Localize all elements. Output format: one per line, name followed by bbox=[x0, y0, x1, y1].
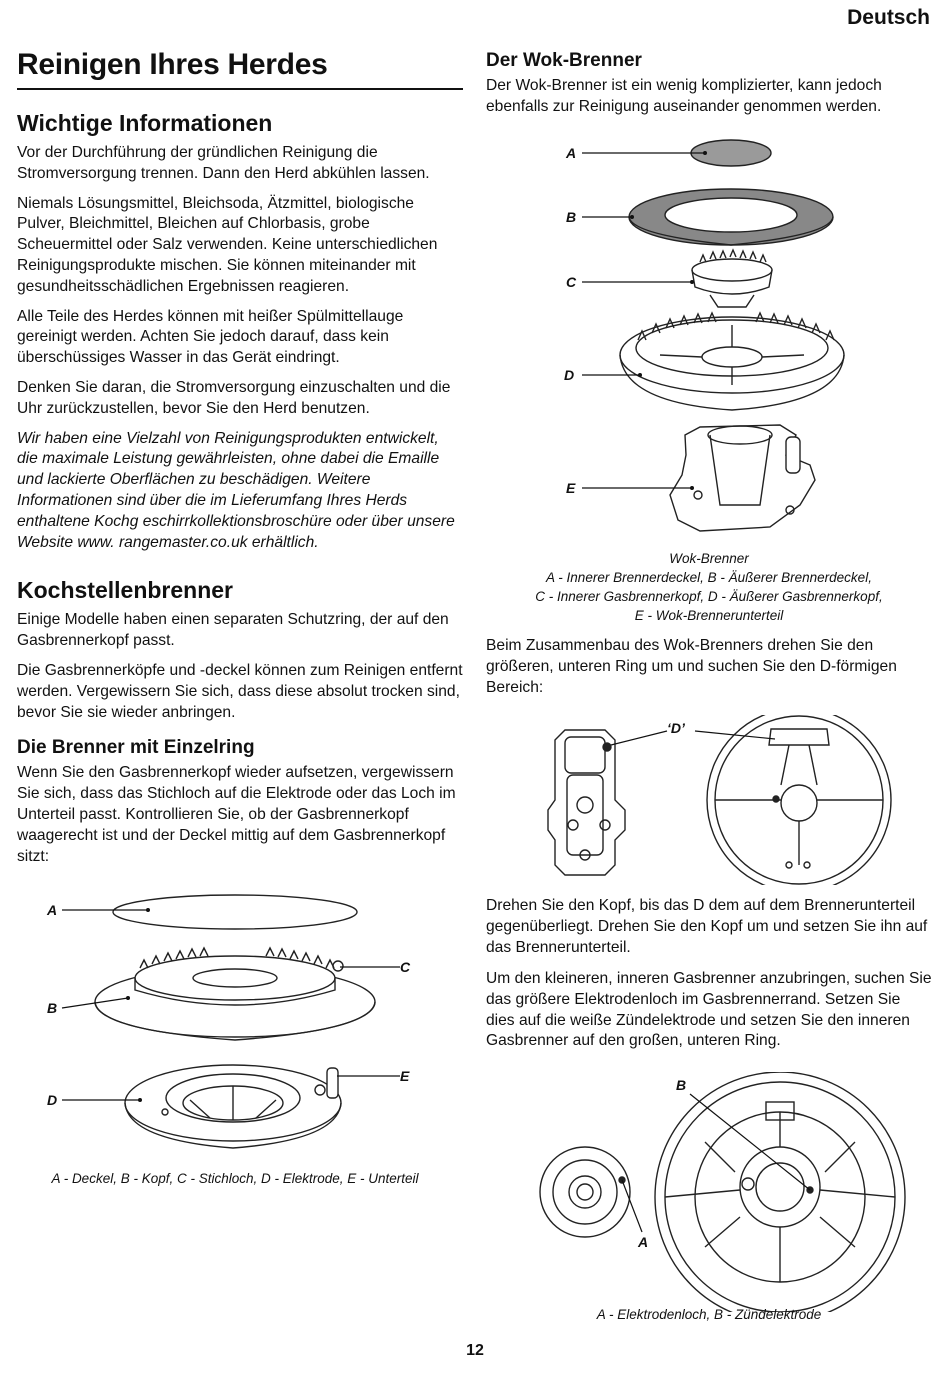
label-a: A bbox=[47, 902, 58, 918]
heading-hob-burners: Kochstellenbrenner bbox=[17, 577, 233, 604]
left-column bbox=[17, 48, 463, 876]
single-ring-burner-diagram bbox=[40, 890, 440, 1160]
label-a: A bbox=[638, 1234, 649, 1250]
page-title: Reinigen Ihres Herdes bbox=[17, 48, 463, 90]
label-a: A bbox=[566, 145, 577, 161]
figure-caption-wok: Wok-Brenner A - Innerer Brennerdeckel, B - Äußerer Brennerdeckel, C - Innerer Gasbrennerkopf, D - Äußerer Gasbrennerkopf, E - Wok-Brennerunterteil bbox=[535, 551, 883, 623]
language-label: Deutsch bbox=[847, 6, 930, 29]
paragraph: Einige Modelle haben einen separaten Schutzring, der auf den Gasbrennerkopf passt. bbox=[17, 611, 449, 650]
paragraph: Drehen Sie den Kopf, bis das D dem auf dem Brennerunterteil gegenüberliegt. Drehen Sie den Kopf um und setzen Sie ihn auf das Brennerunterteil. bbox=[486, 897, 928, 956]
heading-single-ring-burners: Die Brenner mit Einzelring bbox=[17, 737, 255, 759]
figure-caption-single-ring: A - Deckel, B - Kopf, C - Stichloch, D - Elektrode, E - Unterteil bbox=[51, 1171, 419, 1186]
label-d: D bbox=[564, 367, 575, 383]
paragraph: Vor der Durchführung der gründlichen Reinigung die Stromversorgung trennen. Dann den Herd abkühlen lassen. bbox=[17, 144, 430, 182]
paragraph: Wenn Sie den Gasbrennerkopf wieder aufsetzen, vergewissern Sie sich, dass das Stichloch auf die Elektrode oder das Loch im Unterteil passt. Kontrollieren Sie, ob der Gasbrennerkopf waagerecht ist und der Deckel mittig auf dem Gasbrennerkopf sitzt: bbox=[17, 764, 456, 865]
paragraph-italic-note: Wir haben eine Vielzahl von Reinigungsprodukten entwickelt, die maximale Leistung gewährleisten, ohne dabei die Emaille und lackierte Oberflächen zu beschädigen. Weitere Informationen sind über die im Lieferumfang Ihres Herds enthaltene Kochg eschirrkollektionsbroschüre oder über unsere Website www. rangemaster.co.uk erhältlich. bbox=[17, 429, 455, 551]
label-e: E bbox=[566, 480, 576, 496]
paragraph: Der Wok-Brenner ist ein wenig komplizierter, kann jedoch ebenfalls zur Reinigung auseinander genommen werden. bbox=[486, 77, 882, 115]
d-shape-diagram bbox=[545, 715, 935, 885]
heading-wok-burner: Der Wok-Brenner bbox=[486, 50, 642, 71]
label-b: B bbox=[47, 1000, 58, 1016]
figure-caption-electrode: A - Elektrodenloch, B - Zündelektrode bbox=[596, 1307, 822, 1322]
paragraph: Um den kleineren, inneren Gasbrenner anzubringen, suchen Sie das größere Elektrodenloch im Gasbrennerrand. Setzen Sie dies auf die weiße Zündelektrode und setzen Sie den inneren Gasbrenner auf den großen, unteren Ring. bbox=[486, 970, 932, 1050]
paragraph: Beim Zusammenbau des Wok-Brenners drehen Sie den größeren, unteren Ring um und suchen Sie den D-förmigen Bereich: bbox=[486, 637, 897, 696]
label-c: C bbox=[400, 959, 411, 975]
label-c: C bbox=[566, 274, 577, 290]
wok-burner-diagram bbox=[560, 135, 850, 545]
label-d: D bbox=[47, 1092, 58, 1108]
label-b: B bbox=[566, 209, 577, 225]
paragraph: Niemals Lösungsmittel, Bleichsoda, Ätzmittel, biologische Pulver, Bleichmittel, Bleichen auf Chlorbasis, grobe Scheuermittel oder Salz verwenden. Keine unterschiedlichen Reinigungsprodukte mischen. Sie können miteinander mit gesundheitsschädlichen Ergebnissen reagieren. bbox=[17, 194, 438, 295]
label-d-shape: ‘D’ bbox=[667, 720, 685, 736]
paragraph: Die Gasbrennerköpfe und -deckel können zum Reinigen entfernt werden. Vergewissern Sie sich, dass diese absolut trocken sind, bevor Sie sie wieder anbringen. bbox=[17, 661, 463, 721]
heading-important-info: Wichtige Informationen bbox=[17, 110, 273, 136]
label-b: B bbox=[676, 1077, 687, 1093]
page-number: 12 bbox=[466, 1342, 484, 1359]
label-e: E bbox=[400, 1068, 410, 1084]
paragraph: Alle Teile des Herdes können mit heißer Spülmittellauge gereinigt werden. Achten Sie jedoch darauf, dass kein überschüssiges Wasser in das Gerät eindringt. bbox=[17, 307, 404, 367]
right-column bbox=[486, 50, 932, 127]
paragraph: Denken Sie daran, die Stromversorgung einzuschalten und die Uhr zurückzustellen, bevor Sie den Herd benutzen. bbox=[17, 378, 451, 417]
electrode-alignment-diagram bbox=[530, 1072, 940, 1312]
